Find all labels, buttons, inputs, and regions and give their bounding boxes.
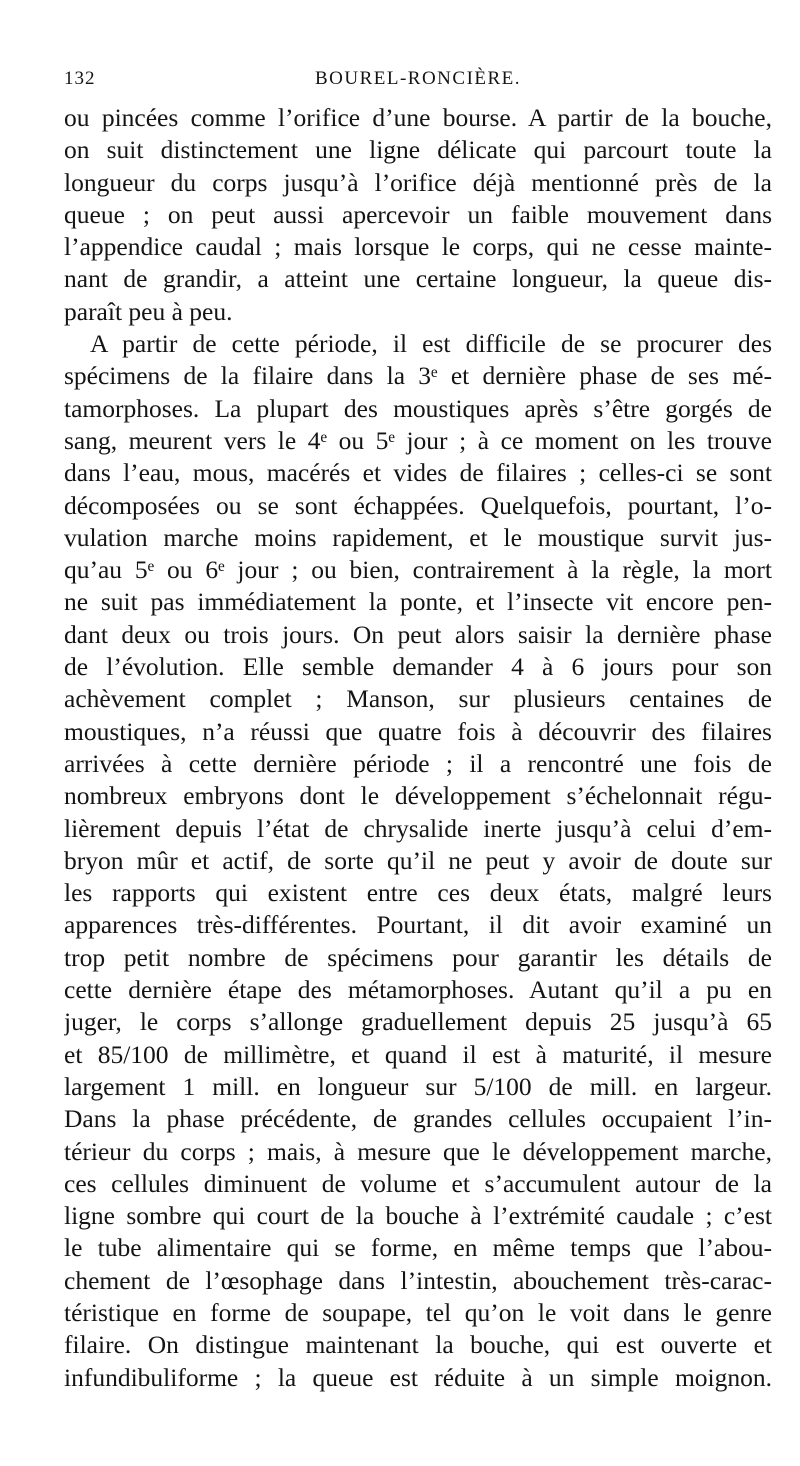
text-line: filaire. On distingue maintenant la bouche, qui est ouverte et	[64, 1330, 772, 1360]
text-line: infundibuliforme ; la queue est réduite à un simple moignon.	[64, 1362, 772, 1392]
text-line: l’appendice caudal ; mais lorsque le corps, qui ne cesse mainte-	[64, 232, 772, 262]
book-page	[64, 60, 772, 1394]
text-line: on suit distinctement une ligne délicate qui parcourt toute la	[64, 135, 772, 165]
text-line: le tube alimentaire qui se forme, en même temps que l’abou-	[64, 1233, 772, 1263]
text-line: térieur du corps ; mais, à mesure que le développement marche,	[64, 1136, 772, 1166]
text-line: cette dernière étape des métamorphoses. Autant qu’il a pu en	[64, 975, 772, 1005]
text-line: arrivées à cette dernière période ; il a rencontré une fois de	[64, 748, 772, 778]
text-line: lièrement depuis l’état de chrysalide inerte jusqu’à celui d’em-	[64, 813, 772, 843]
text-line: qu’au 5ᵉ ou 6ᵉ jour ; ou bien, contrairement à la règle, la mort	[64, 555, 772, 585]
text-line: paraît peu à peu.	[64, 296, 233, 326]
text-line: A partir de cette période, il est difficile de se procurer des	[90, 329, 772, 359]
text-line: nombreux embryons dont le développement s’échelonnait régu-	[64, 781, 772, 811]
running-title: BOUREL-RONCIÈRE.	[314, 68, 522, 89]
text-line: apparences très-différentes. Pourtant, il dit avoir examiné un	[64, 910, 772, 940]
text-line: vulation marche moins rapidement, et le moustique survit jus-	[64, 522, 772, 552]
text-line: sang, meurent vers le 4ᵉ ou 5ᵉ jour ; à ce moment on les trouve	[64, 425, 772, 455]
text-line: ou pincées comme l’orifice d’une bourse. A partir de la bouche,	[64, 103, 772, 132]
text-line: ne suit pas immédiatement la ponte, et l’insecte vit encore pen-	[64, 587, 772, 617]
body-text	[64, 102, 772, 1394]
text-line: tamorphoses. La plupart des moustiques après s’être gorgés de	[64, 393, 772, 423]
text-line: bryon mûr et actif, de sorte qu’il ne peut y avoir de doute sur	[64, 845, 772, 875]
text-line: et 85/100 de millimètre, et quand il est à maturité, il mesure	[64, 1039, 772, 1069]
text-line: achèvement complet ; Manson, sur plusieurs centaines de	[64, 684, 772, 714]
text-line: queue ; on peut aussi apercevoir un faible mouvement dans	[64, 199, 772, 229]
text-line: ligne sombre qui court de la bouche à l’extrémité caudale ; c’est	[64, 1201, 772, 1231]
text-line: trop petit nombre de spécimens pour garantir les détails de	[64, 942, 772, 972]
text-line: longueur du corps jusqu’à l’orifice déjà mentionné près de la	[64, 167, 772, 197]
text-line: les rapports qui existent entre ces deux états, malgré leurs	[64, 878, 772, 908]
text-line: nant de grandir, a atteint une certaine longueur, la queue dis-	[64, 264, 772, 294]
text-line: dans l’eau, mous, macérés et vides de filaires ; celles-ci se sont	[64, 458, 772, 488]
text-line: largement 1 mill. en longueur sur 5/100 de mill. en largeur.	[64, 1071, 772, 1101]
text-line: juger, le corps s’allonge graduellement depuis 25 jusqu’à 65	[64, 1007, 772, 1037]
text-line: moustiques, n’a réussi que quatre fois à découvrir des filaires	[64, 716, 772, 746]
text-line: ces cellules diminuent de volume et s’accumulent autour de la	[64, 1168, 772, 1198]
text-line: spécimens de la filaire dans la 3ᵉ et dernière phase de ses mé-	[64, 361, 772, 391]
text-line: décomposées ou se sont échappées. Quelquefois, pourtant, l’o-	[64, 490, 772, 520]
text-line: chement de l’œsophage dans l’intestin, abouchement très-carac-	[64, 1265, 772, 1295]
text-line: de l’évolution. Elle semble demander 4 à 6 jours pour son	[64, 652, 772, 682]
page-number: 132	[64, 68, 96, 89]
text-line: téristique en forme de soupape, tel qu’on le voit dans le genre	[64, 1297, 772, 1327]
text-line: dant deux ou trois jours. On peut alors saisir la dernière phase	[64, 619, 772, 649]
text-line: Dans la phase précédente, de grandes cellules occupaient l’in-	[64, 1104, 772, 1134]
running-head	[64, 60, 772, 94]
